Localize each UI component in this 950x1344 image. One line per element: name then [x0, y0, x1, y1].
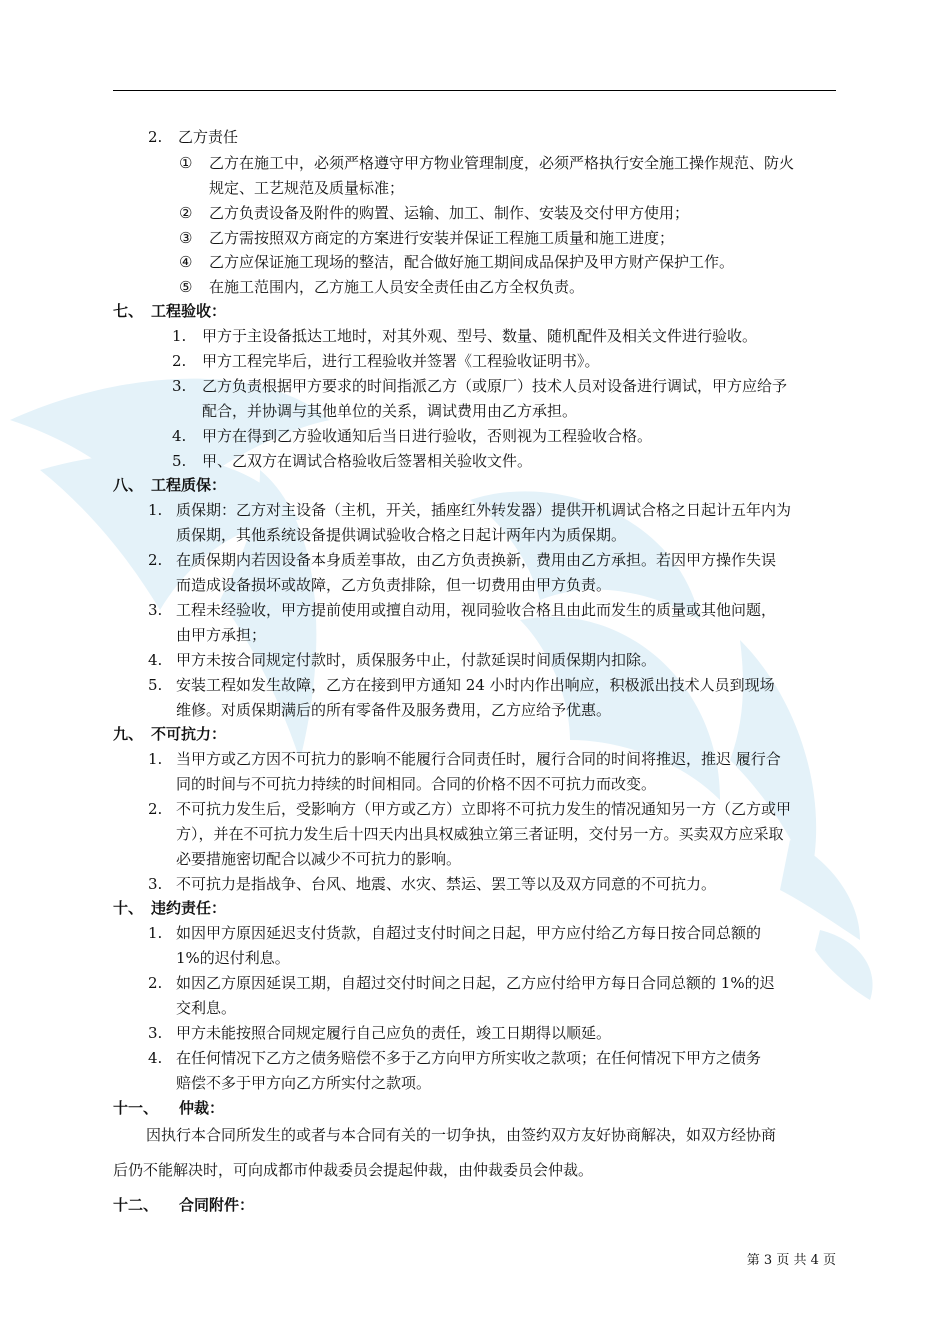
list-item: 3. 不可抗力是指战争、台风、地震、水灾、禁运、罢工等以及双方同意的不可抗力。 — [148, 875, 717, 893]
list-item: 3. 工程未经验收，甲方提前使用或擅自动用，视同验收合格且由此而发生的质量或其他问题， — [148, 601, 777, 619]
list-item-continuation: 质保期，其他系统设备提供调试验收合格之日起计两年内为质保期。 — [176, 526, 627, 544]
list-item-continuation: 由甲方承担； — [176, 626, 267, 644]
list-item: ④ 乙方应保证施工现场的整洁，配合做好施工期间成品保护及甲方财产保护工作。 — [179, 253, 735, 271]
list-item: 1. 当甲方或乙方因不可抗力的影响不能履行合同责任时，履行合同的时间将推迟，推迟 履行合 — [148, 750, 781, 768]
list-item-continuation: 同的时间与不可抗力持续的时间相同。合同的价格不因不可抗力而改变。 — [176, 775, 657, 793]
list-item: ③ 乙方需按照双方商定的方案进行安装并保证工程施工质量和施工进度； — [179, 229, 675, 247]
list-item: ⑤ 在施工范围内，乙方施工人员安全责任由乙方全权负责。 — [179, 278, 585, 296]
list-item-continuation: 必要措施密切配合以减少不可抗力的影响。 — [176, 850, 462, 868]
list-item-continuation: 交利息。 — [176, 999, 237, 1017]
list-item: 3. 乙方负责根据甲方要求的时间指派乙方（或原厂）技术人员对设备进行调试，甲方应给予 — [172, 377, 788, 395]
list-item: 4. 在任何情况下乙方之债务赔偿不多于乙方向甲方所实收之款项；在任何情况下甲方之债务 — [148, 1049, 762, 1067]
section-heading-warranty: 八、 工程质保： — [113, 476, 227, 494]
section-heading-force-majeure: 九、 不可抗力： — [113, 725, 227, 743]
list-item-continuation: 配合，并协调与其他单位的关系，调试费用由乙方承担。 — [202, 402, 578, 420]
subsection-heading: 2. 乙方责任 — [148, 128, 239, 146]
paragraph-line: 因执行本合同所发生的或者与本合同有关的一切争执，由签约双方友好协商解决，如双方经协商 — [146, 1126, 777, 1144]
section-heading-liability: 十、 违约责任： — [113, 899, 227, 917]
list-item-continuation: 1%的迟付利息。 — [176, 949, 290, 967]
list-item-continuation: 维修。对质保期满后的所有零备件及服务费用，乙方应给予优惠。 — [176, 701, 612, 719]
list-item: ① 乙方在施工中，必须严格遵守甲方物业管理制度，必须严格执行安全施工操作规范、防火 — [179, 154, 795, 172]
list-item: 4. 甲方在得到乙方验收通知后当日进行验收，否则视为工程验收合格。 — [172, 427, 653, 445]
paragraph-line: 后仍不能解决时，可向成都市仲裁委员会提起仲裁，由仲裁委员会仲裁。 — [113, 1161, 594, 1179]
list-item: ② 乙方负责设备及附件的购置、运输、加工、制作、安装及交付甲方使用； — [179, 204, 690, 222]
list-item: 1. 质保期：乙方对主设备（主机，开关，插座红外转发器）提供开机调试合格之日起计五年内为 — [148, 501, 792, 519]
list-item: 2. 如因乙方原因延误工期，自超过交付时间之日起，乙方应付给甲方每日合同总额的 1%的迟 — [148, 974, 775, 992]
list-item: 3. 甲方未能按照合同规定履行自己应负的责任，竣工日期得以顺延。 — [148, 1024, 612, 1042]
list-item: 1. 如因甲方原因延迟支付货款，自超过支付时间之日起，甲方应付给乙方每日按合同总额的 — [148, 924, 762, 942]
list-item-continuation: 而造成设备损坏或故障，乙方负责排除，但一切费用由甲方负责。 — [176, 576, 612, 594]
list-item: 5. 甲、乙双方在调试合格验收后签署相关验收文件。 — [172, 452, 533, 470]
list-item: 4. 甲方未按合同规定付款时，质保服务中止，付款延误时间质保期内扣除。 — [148, 651, 657, 669]
list-item-continuation: 方），并在不可抗力发生后十四天内出具权威独立第三者证明，交付另一方。买卖双方应采取 — [176, 825, 784, 843]
section-heading-attachments: 十二、 合同附件： — [113, 1196, 255, 1214]
list-item: 2. 不可抗力发生后，受影响方（甲方或乙方）立即将不可抗力发生的情况通知另一方（乙方或甲 — [148, 800, 792, 818]
section-heading-arbitration: 十一、 仲裁： — [113, 1099, 225, 1117]
page-number: 第 3 页 共 4 页 — [746, 1253, 836, 1268]
list-item-continuation: 规定、工艺规范及质量标准； — [209, 179, 405, 197]
list-item: 2. 甲方工程完毕后，进行工程验收并签署《工程验收证明书》。 — [172, 352, 600, 370]
list-item: 2. 在质保期内若因设备本身质差事故，由乙方负责换新，费用由乙方承担。若因甲方操作失误 — [148, 551, 777, 569]
header-rule — [113, 90, 836, 91]
list-item: 1. 甲方于主设备抵达工地时，对其外观、型号、数量、随机配件及相关文件进行验收。 — [172, 327, 758, 345]
list-item: 5. 安装工程如发生故障，乙方在接到甲方通知 24 小时内作出响应，积极派出技术人员到现场 — [148, 676, 775, 694]
list-item-continuation: 赔偿不多于甲方向乙方所实付之款项。 — [176, 1074, 432, 1092]
section-heading-acceptance: 七、 工程验收： — [113, 302, 227, 320]
